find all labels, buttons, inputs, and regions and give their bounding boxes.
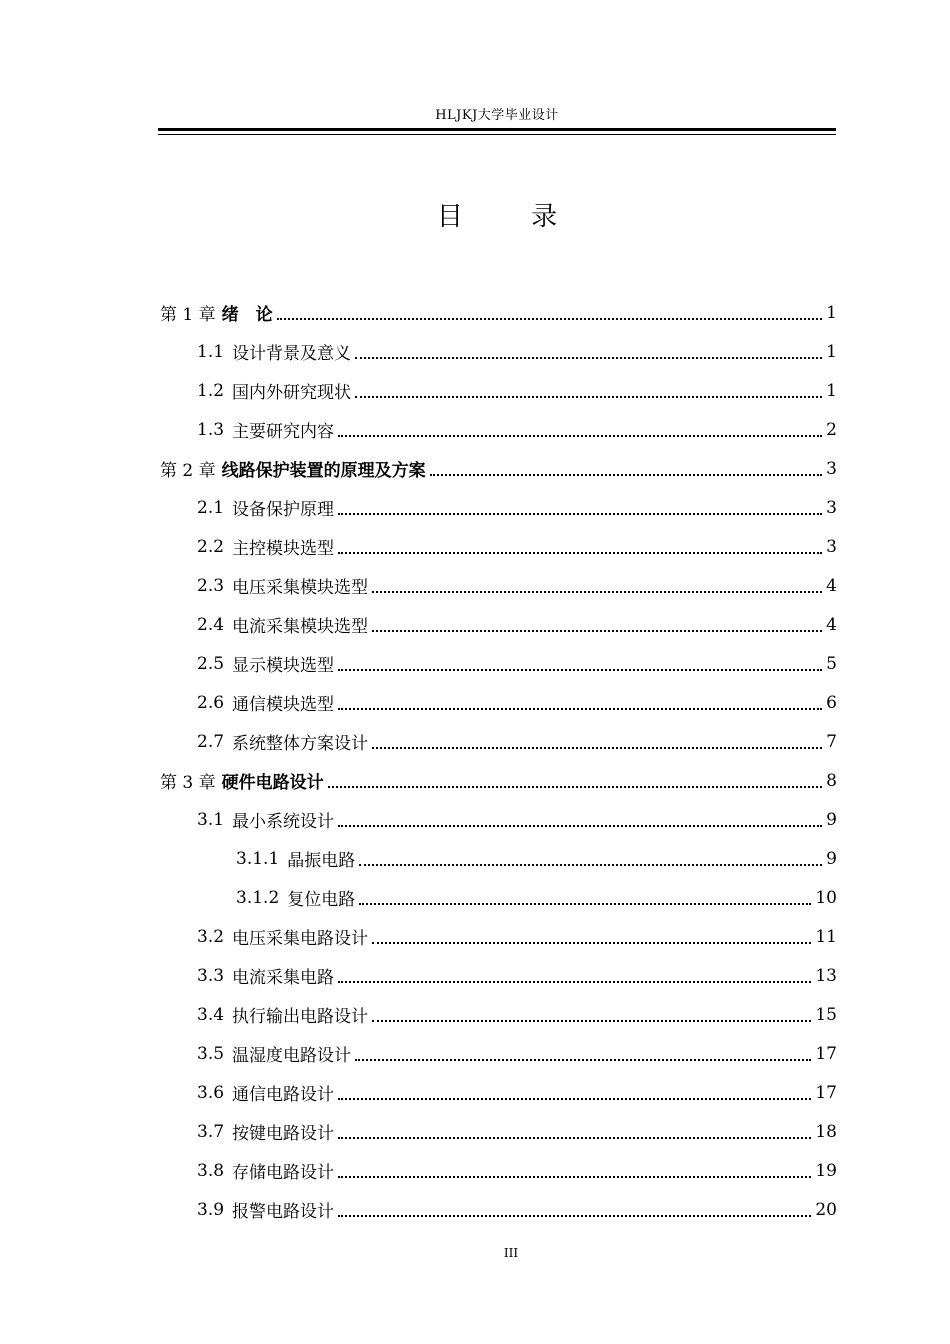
toc-leader-dots (355, 1058, 811, 1061)
toc-entry-number: 3.1.2 (236, 887, 280, 908)
toc-leader-dots (338, 1175, 811, 1178)
table-of-contents (158, 293, 837, 1229)
toc-entry-page: 11 (815, 926, 837, 947)
toc-entry[interactable] (158, 488, 837, 527)
toc-entry-page: 18 (815, 1121, 837, 1142)
toc-entry-number: 3.5 (197, 1043, 225, 1064)
toc-entry-title: 设计背景及意义 (232, 344, 352, 364)
toc-leader-dots (338, 434, 822, 437)
toc-entry-title: 绪 论 (221, 305, 273, 325)
toc-leader-dots (372, 941, 811, 944)
toc-entry[interactable] (158, 449, 837, 488)
toc-leader-dots (372, 590, 822, 593)
toc-entry-page: 4 (826, 614, 837, 635)
toc-leader-dots (338, 512, 822, 515)
toc-entry-page: 3 (826, 536, 837, 557)
toc-leader-dots (372, 1019, 811, 1022)
toc-entry-number: 3.9 (197, 1199, 225, 1220)
toc-leader-dots (359, 902, 811, 905)
toc-entry-number: 2.5 (197, 653, 225, 674)
toc-entry-page: 15 (815, 1004, 837, 1025)
toc-entry-number: 1.3 (197, 419, 225, 440)
toc-entry-page: 13 (815, 965, 837, 986)
toc-entry-number: 3.1 (197, 809, 225, 830)
toc-entry[interactable] (158, 1151, 837, 1190)
toc-entry[interactable] (158, 1190, 837, 1229)
toc-entry[interactable] (158, 995, 837, 1034)
toc-leader-dots (338, 1097, 811, 1100)
toc-leader-dots (359, 863, 822, 866)
toc-entry-page: 1 (826, 380, 837, 401)
toc-leader-dots (355, 395, 822, 398)
toc-entry-page: 10 (815, 887, 837, 908)
toc-leader-dots (338, 1214, 811, 1217)
header-rule-thick (158, 128, 836, 131)
toc-entry-number: 2.2 (197, 536, 225, 557)
toc-entry-title: 存储电路设计 (232, 1163, 335, 1183)
toc-entry-title: 系统整体方案设计 (232, 734, 369, 754)
toc-entry-page: 9 (826, 848, 837, 869)
toc-entry-number: 1.1 (197, 341, 225, 362)
toc-entry-number: 3.4 (197, 1004, 225, 1025)
toc-entry-title: 通信模块选型 (232, 695, 335, 715)
toc-entry[interactable] (158, 878, 837, 917)
toc-entry-number: 第 1 章 (160, 305, 216, 325)
toc-leader-dots (338, 707, 822, 710)
toc-entry-number: 1.2 (197, 380, 225, 401)
toc-leader-dots (372, 746, 822, 749)
toc-leader-dots (338, 551, 822, 554)
toc-entry[interactable] (158, 1112, 837, 1151)
toc-entry-title: 晶振电路 (287, 851, 356, 871)
toc-entry-page: 17 (815, 1082, 837, 1103)
toc-entry-title: 按键电路设计 (232, 1124, 335, 1144)
toc-entry-page: 1 (826, 302, 837, 323)
toc-entry-page: 17 (815, 1043, 837, 1064)
toc-entry[interactable] (158, 1034, 837, 1073)
toc-entry-title: 通信电路设计 (232, 1085, 335, 1105)
toc-entry-page: 4 (826, 575, 837, 596)
toc-entry[interactable] (158, 761, 837, 800)
toc-leader-dots (328, 785, 823, 788)
toc-leader-dots (338, 668, 822, 671)
toc-entry[interactable] (158, 371, 837, 410)
toc-entry-number: 3.1.1 (236, 848, 280, 869)
toc-entry-page: 5 (826, 653, 837, 674)
toc-entry-page: 8 (826, 770, 837, 791)
toc-entry-number: 2.1 (197, 497, 225, 518)
toc-entry[interactable] (158, 332, 837, 371)
toc-entry-number: 2.7 (197, 731, 225, 752)
toc-entry[interactable] (158, 566, 837, 605)
toc-entry-number: 3.3 (197, 965, 225, 986)
toc-leader-dots (338, 824, 822, 827)
toc-entry-page: 9 (826, 809, 837, 830)
toc-entry-title: 电压采集模块选型 (232, 578, 369, 598)
toc-leader-dots (338, 980, 811, 983)
toc-entry-title: 报警电路设计 (232, 1202, 335, 1222)
toc-entry-title: 国内外研究现状 (232, 383, 352, 403)
toc-entry-number: 3.6 (197, 1082, 225, 1103)
toc-entry[interactable] (158, 1073, 837, 1112)
toc-leader-dots (355, 356, 822, 359)
toc-entry-number: 3.2 (197, 926, 225, 947)
toc-entry-number: 2.3 (197, 575, 225, 596)
toc-entry-title: 温湿度电路设计 (232, 1046, 352, 1066)
toc-leader-dots (277, 317, 823, 320)
toc-entry-title: 显示模块选型 (232, 656, 335, 676)
header-rule-thin (158, 134, 836, 135)
toc-entry-number: 3.8 (197, 1160, 225, 1181)
toc-leader-dots (338, 1136, 811, 1139)
toc-entry-page: 1 (826, 341, 837, 362)
running-header: HLJKJ大学毕业设计 (435, 108, 559, 123)
toc-entry-page: 2 (826, 419, 837, 440)
toc-entry-page: 6 (826, 692, 837, 713)
toc-entry-title: 电流采集电路 (232, 968, 335, 988)
toc-leader-dots (430, 473, 823, 476)
toc-entry-number: 3.7 (197, 1121, 225, 1142)
toc-entry-title: 最小系统设计 (232, 812, 335, 832)
toc-entry-page: 3 (826, 458, 837, 479)
toc-entry[interactable] (158, 683, 837, 722)
page-number: III (503, 1246, 519, 1260)
toc-entry-page: 3 (826, 497, 837, 518)
toc-entry-page: 7 (826, 731, 837, 752)
toc-entry-title: 硬件电路设计 (221, 773, 324, 793)
toc-entry-title: 线路保护装置的原理及方案 (221, 461, 426, 481)
toc-entry-title: 电流采集模块选型 (232, 617, 369, 637)
page-title: 目 录 (436, 202, 588, 232)
toc-entry-title: 执行输出电路设计 (232, 1007, 369, 1027)
toc-entry-title: 主控模块选型 (232, 539, 335, 559)
toc-entry[interactable] (158, 410, 837, 449)
toc-entry-number: 第 2 章 (160, 461, 216, 481)
toc-entry[interactable] (158, 917, 837, 956)
toc-entry-number: 2.4 (197, 614, 225, 635)
toc-entry-title: 主要研究内容 (232, 422, 335, 442)
toc-entry-title: 设备保护原理 (232, 500, 335, 520)
toc-entry[interactable] (158, 644, 837, 683)
toc-entry[interactable] (158, 956, 837, 995)
toc-entry-title: 复位电路 (287, 890, 356, 910)
toc-entry-number: 第 3 章 (160, 773, 216, 793)
toc-entry[interactable] (158, 293, 837, 332)
toc-entry-number: 2.6 (197, 692, 225, 713)
toc-entry-page: 19 (815, 1160, 837, 1181)
toc-entry[interactable] (158, 722, 837, 761)
toc-entry[interactable] (158, 527, 837, 566)
toc-entry-title: 电压采集电路设计 (232, 929, 369, 949)
toc-entry-page: 20 (815, 1199, 837, 1220)
toc-entry[interactable] (158, 800, 837, 839)
toc-entry[interactable] (158, 839, 837, 878)
toc-leader-dots (372, 629, 822, 632)
toc-entry[interactable] (158, 605, 837, 644)
